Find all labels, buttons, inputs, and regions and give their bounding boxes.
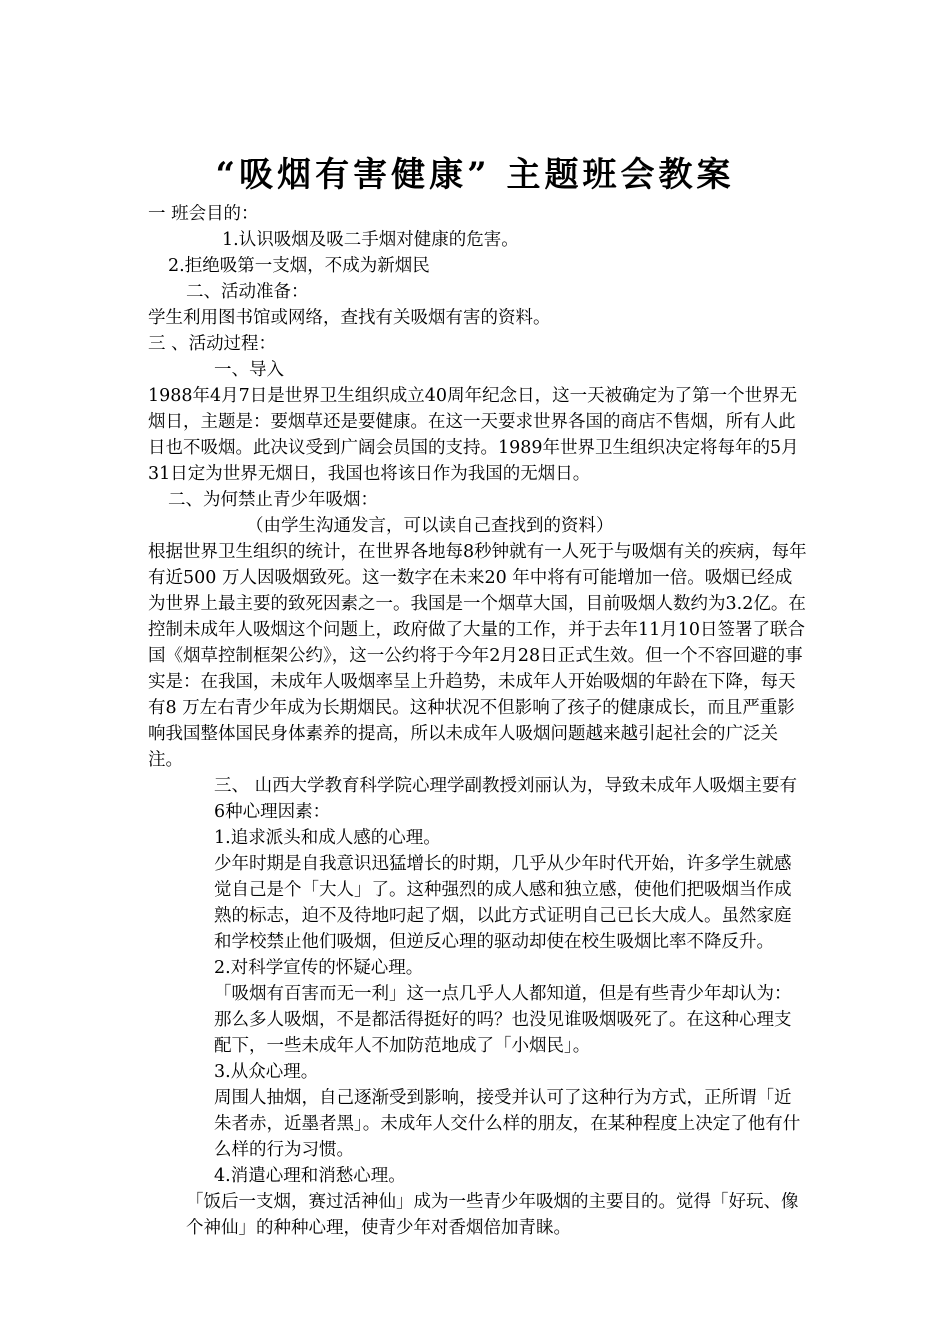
paragraph: 二、活动准备： [186,282,309,302]
paragraph: 「饭后一支烟，赛过活神仙」成为一些青少年吸烟的主要目的。觉得「好玩、像个神仙」的种种心理，使青少年对香烟倍加青睐。 [186,1192,799,1238]
paragraph: 「吸烟有百害而无一利」这一点几乎人人都知道，但是有些青少年却认为：那么多人吸烟，不是都活得挺好的吗？也没见谁吸烟吸死了。在这种心理支配下，一些未成年人不加防范地成了「小烟民」。 [214,984,792,1056]
paragraph: 1988年4月7日是世界卫生组织成立40周年纪念日，这一天被确定为了第一个世界无烟日，主题是：要烟草还是要健康。在这一天要求世界各国的商店不售烟，所有人此日也不吸烟。此决议受到广阔会员国的支持。1989年世界卫生组织决定将每年的5月31日定为世界无烟日，我国也将该日作为我国的无烟日。 [148,386,799,484]
paragraph: 根据世界卫生组织的统计，在世界各地每8秒钟就有一人死于与吸烟有关的疾病，每年有近500 万人因吸烟致死。这一数字在未来20 年中将有可能增加一倍。吸烟已经成为世界上最主要的致死因素之一。我国是一个烟草大国，目前吸烟人数约为3.2亿。在控制未成年人吸烟这个问题上，政府做了大量的工作，并于去年11月10日签署了联合国《烟草控制框架公约》，这一公约将于今年2月28日正式生效。但一个不容回避的事实是：在我国，未成年人吸烟率呈上升趋势，未成年人开始吸烟的年龄在下降，每天有8 万左右青少年成为长期烟民。这种状况不但影响了孩子的健康成长，而且严重影响我国整体国民身体素养的提高，所以未成年人吸烟问题越来越引起社会的广泛关注。 [148,542,807,770]
paragraph: （由学生沟通发言，可以读自己查找到的资料） [246,516,614,536]
paragraph: 2.拒绝吸第一支烟，不成为新烟民 [168,256,430,276]
document-body [148,201,808,1241]
document-title: “吸烟有害健康” 主题班会教案 [215,155,735,195]
paragraph: 学生利用图书馆或网络，查找有关吸烟有害的资料。 [148,308,551,328]
paragraph: 周围人抽烟，自己逐渐受到影响，接受并认可了这种行为方式，正所谓「近朱者赤，近墨者黑」。未成年人交什么样的朋友，在某种程度上决定了他有什么样的行为习惯。 [214,1088,801,1160]
paragraph: 二、为何禁止青少年吸烟： [168,490,378,510]
paragraph: 1.认识吸烟及吸二手烟对健康的危害。 [222,230,519,250]
paragraph: 2.对科学宣传的怀疑心理。 [214,958,424,978]
paragraph: 一、导入 [214,360,284,380]
paragraph: 一 班会目的： [148,204,259,224]
paragraph: 1.追求派头和成人感的心理。 [214,828,441,848]
paragraph: 三、 山西大学教育科学院心理学副教授刘丽认为，导致未成年人吸烟主要有6种心理因素： [214,776,798,822]
paragraph: 4.消遣心理和消愁心理。 [214,1166,406,1186]
paragraph: 少年时期是自我意识迅猛增长的时期，几乎从少年时代开始，许多学生就感觉自己是个「大人」了。这种强烈的成人感和独立感，使他们把吸烟当作成熟的标志，迫不及待地叼起了烟，以此方式证明自己已长大成人。虽然家庭和学校禁止他们吸烟，但逆反心理的驱动却使在校生吸烟比率不降反升。 [214,854,792,952]
paragraph: 三 、活动过程： [148,334,277,354]
paragraph: 3.从众心理。 [214,1062,319,1082]
